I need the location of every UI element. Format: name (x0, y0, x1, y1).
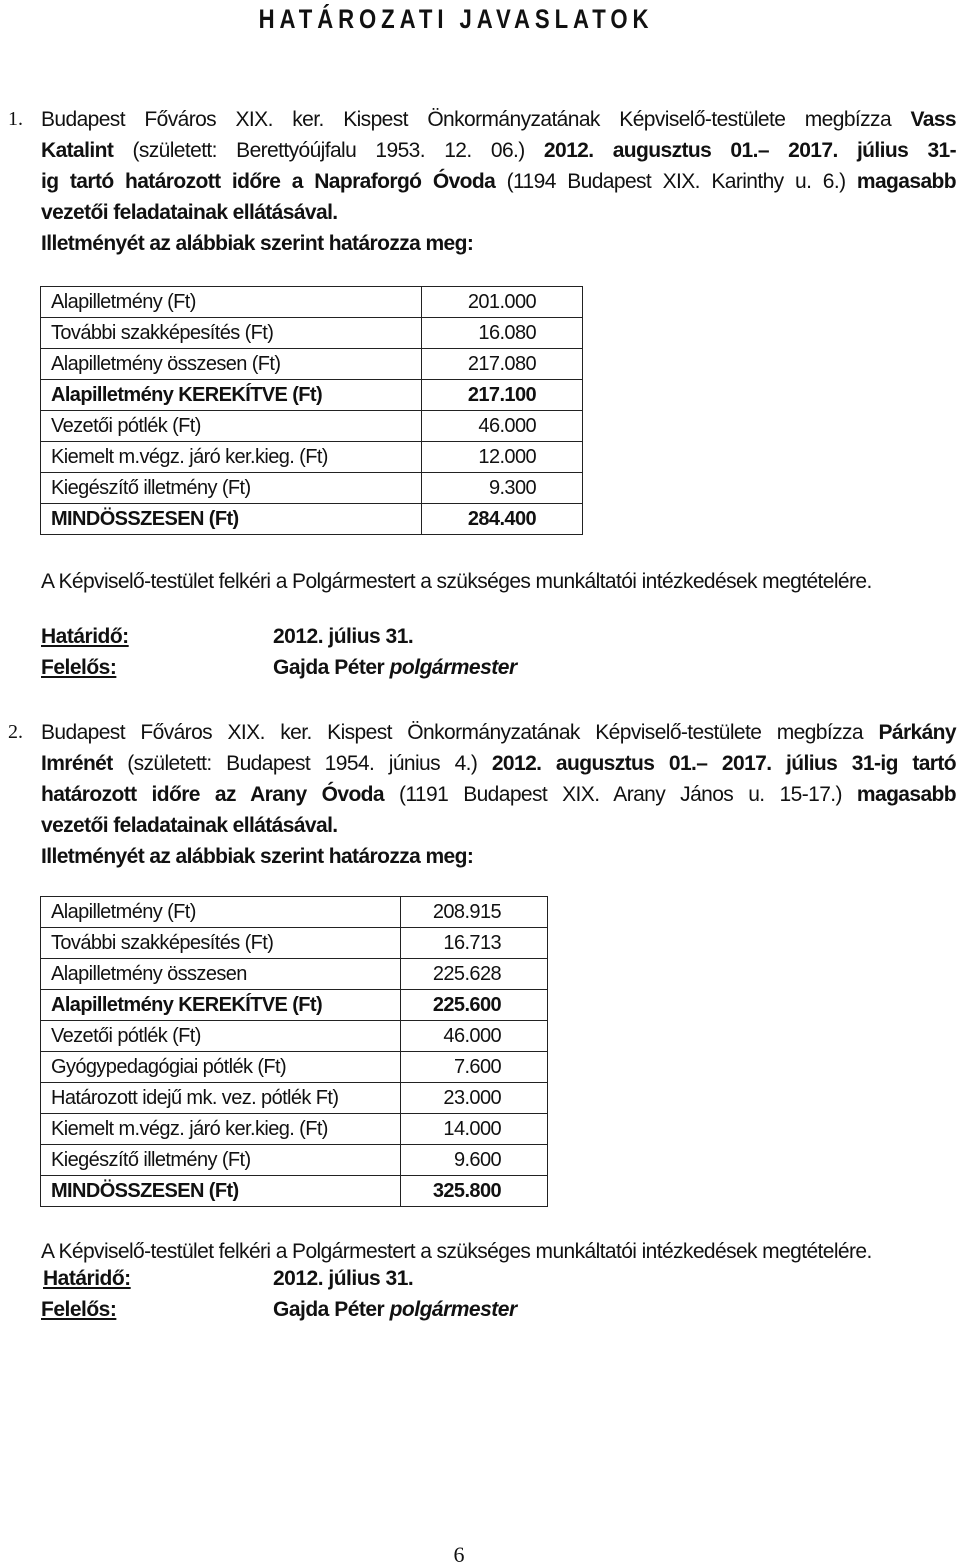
text-run: vezetői feladatainak ellátásával. (41, 814, 338, 837)
table-row (41, 959, 548, 990)
salary-item-amount: 225.628 (401, 959, 548, 990)
text-run: magasabb (856, 783, 956, 806)
institution-name: ig tartó határozott időre a Napraforgó Óvoda (41, 170, 496, 193)
salary-item-label: További szakképesítés (Ft) (41, 318, 422, 349)
table-row (41, 1176, 548, 1207)
salary-item-label: További szakképesítés (Ft) (41, 928, 401, 959)
salary-item-amount: 201.000 (421, 287, 582, 318)
salary-item-label: Kiemelt m.végz. járó ker.kieg. (Ft) (41, 442, 422, 473)
salary-item-label: MINDÖSSZESEN (Ft) (41, 1176, 401, 1207)
salary-item-label: Alapilletmény összesen (Ft) (41, 349, 422, 380)
salary-item-amount: 217.100 (421, 380, 582, 411)
salary-item-amount: 46.000 (421, 411, 582, 442)
appointee-name: Imrénét (41, 752, 113, 775)
page-number: 6 (453, 1542, 465, 1567)
salary-item-amount: 14.000 (401, 1114, 548, 1145)
salary-item-amount: 46.000 (401, 1021, 548, 1052)
responsible-role: polgármester (389, 656, 517, 679)
text-run: Budapest Főváros XIX. ker. Kispest Önkormányzatának Képviselő-testülete megbízza (41, 108, 911, 131)
request-text: A Képviselő-testület felkéri a Polgármestert a szükséges munkáltatói intézkedések megtételére. (41, 570, 872, 593)
document-title: HATÁROZATI JAVASLATOK (258, 4, 654, 34)
deadline-value: 2012. július 31. (273, 1267, 414, 1290)
item-number: 2. (8, 721, 23, 743)
salary-item-label: Alapilletmény KEREKÍTVE (Ft) (41, 990, 401, 1021)
salary-item-amount: 325.800 (401, 1176, 548, 1207)
salary-table-1 (40, 286, 583, 535)
table-row (41, 473, 583, 504)
salary-item-amount: 16.713 (401, 928, 548, 959)
salary-item-amount: 208.915 (401, 897, 548, 928)
salary-item-label: Gyógypedagógiai pótlék (Ft) (41, 1052, 401, 1083)
appointee-name: Vass (910, 108, 956, 131)
table-row (41, 287, 583, 318)
table-row (41, 411, 583, 442)
appointment-period: 2012. augusztus 01.– 2017. július 31-ig tartó (491, 752, 957, 775)
salary-item-label: Alapilletmény (Ft) (41, 287, 422, 318)
salary-item-label: Kiemelt m.végz. járó ker.kieg. (Ft) (41, 1114, 401, 1145)
responsible-role: polgármester (389, 1298, 517, 1321)
table-row (41, 897, 548, 928)
table-row (41, 504, 583, 535)
salary-item-label: Alapilletmény KEREKÍTVE (Ft) (41, 380, 422, 411)
appointee-name: Párkány (878, 721, 956, 744)
request-text: A Képviselő-testület felkéri a Polgármestert a szükséges munkáltatói intézkedések megtételére. (41, 1240, 872, 1263)
responsible-label: Felelős: (41, 1298, 117, 1321)
table-row (41, 990, 548, 1021)
table-row (41, 1114, 548, 1145)
deadline-label: Határidő: (41, 625, 129, 648)
responsible-name: Gajda Péter (273, 656, 385, 679)
salary-intro: Illetményét az alábbiak szerint határozza meg: (41, 232, 474, 255)
salary-item-amount: 7.600 (401, 1052, 548, 1083)
text-run: (1191 Budapest XIX. Arany János u. 15-17.) (384, 783, 857, 806)
salary-item-label: MINDÖSSZESEN (Ft) (41, 504, 422, 535)
table-row (41, 1083, 548, 1114)
text-run: vezetői feladatainak ellátásával. (41, 201, 338, 224)
deadline-value: 2012. július 31. (273, 625, 414, 648)
table-row (41, 1052, 548, 1083)
appointment-period: 2012. augusztus 01.– 2017. július 31- (543, 139, 956, 162)
salary-item-amount: 284.400 (421, 504, 582, 535)
resolution-text-2 (41, 717, 956, 872)
salary-item-label: Vezetői pótlék (Ft) (41, 411, 422, 442)
salary-item-amount: 217.080 (421, 349, 582, 380)
salary-item-amount: 9.600 (401, 1145, 548, 1176)
resolution-text-1 (41, 104, 956, 259)
responsible-value (273, 656, 517, 680)
table-row (41, 318, 583, 349)
salary-item-amount: 225.600 (401, 990, 548, 1021)
table-row (41, 1021, 548, 1052)
table-row (41, 349, 583, 380)
deadline-label: Határidő: (43, 1267, 131, 1290)
salary-item-amount: 9.300 (421, 473, 582, 504)
text-run: Budapest Főváros XIX. ker. Kispest Önkormányzatának Képviselő-testülete megbízza (41, 721, 879, 744)
table-row (41, 928, 548, 959)
appointee-name: Katalint (41, 139, 114, 162)
salary-item-amount: 16.080 (421, 318, 582, 349)
salary-item-label: Kiegészítő illetmény (Ft) (41, 1145, 401, 1176)
responsible-value (273, 1298, 517, 1322)
salary-item-label: Vezetői pótlék (Ft) (41, 1021, 401, 1052)
text-run: (1194 Budapest XIX. Karinthy u. 6.) (495, 170, 857, 193)
text-run: (született: Budapest 1954. június 4.) (112, 752, 492, 775)
table-row (41, 1145, 548, 1176)
salary-item-amount: 12.000 (421, 442, 582, 473)
salary-item-label: Kiegészítő illetmény (Ft) (41, 473, 422, 504)
item-number: 1. (8, 108, 23, 130)
table-row (41, 442, 583, 473)
salary-item-label: Határozott idejű mk. vez. pótlék Ft) (41, 1083, 401, 1114)
text-run: (született: Berettyóújfalu 1953. 12. 06.) (113, 139, 544, 162)
salary-intro: Illetményét az alábbiak szerint határozza meg: (41, 845, 474, 868)
salary-item-amount: 23.000 (401, 1083, 548, 1114)
salary-item-label: Alapilletmény (Ft) (41, 897, 401, 928)
responsible-label: Felelős: (41, 656, 117, 679)
salary-item-label: Alapilletmény összesen (41, 959, 401, 990)
text-run: magasabb (856, 170, 956, 193)
salary-table-2 (40, 896, 548, 1207)
responsible-name: Gajda Péter (273, 1298, 385, 1321)
institution-name: határozott időre az Arany Óvoda (41, 783, 384, 806)
table-row (41, 380, 583, 411)
